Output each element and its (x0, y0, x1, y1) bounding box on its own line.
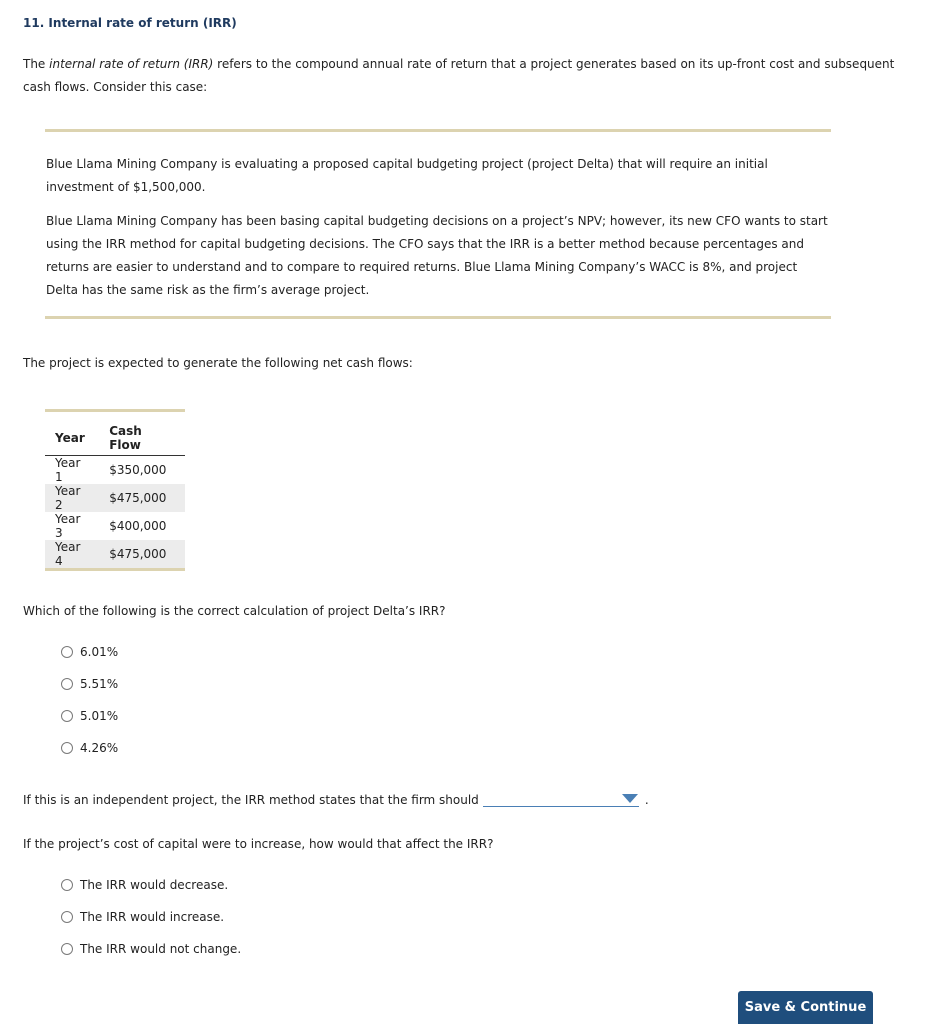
row-year: Year 1 (55, 456, 81, 484)
header-cash-flow: Cash Flow (100, 421, 185, 456)
irr-option[interactable] (61, 700, 118, 732)
radio-button[interactable] (61, 678, 73, 690)
option-label: 4.26% (80, 741, 119, 755)
row-cash-flow: $400,000 (109, 519, 167, 533)
intro-paragraph (23, 53, 903, 99)
irr-question-prompt: Which of the following is the correct calculation of project Delta’s IRR? (23, 604, 446, 618)
table-row (45, 512, 185, 540)
option-label: 6.01% (80, 645, 119, 659)
radio-button[interactable] (61, 879, 73, 891)
cash-flow-table (45, 409, 185, 571)
cost-of-capital-options (61, 869, 241, 965)
header-year: Year (45, 421, 100, 456)
case-box (45, 129, 831, 319)
intro-text-post: refers to the compound annual rate of return that a project generates based on its up-front cost and subsequent cash flows. Consider this case: (23, 57, 895, 94)
intro-term: internal rate of return (IRR) (49, 57, 214, 71)
decision-question (23, 791, 649, 807)
radio-button[interactable] (61, 943, 73, 955)
question-title: 11. Internal rate of return (IRR) (23, 16, 237, 30)
radio-button[interactable] (61, 710, 73, 722)
table-row (45, 456, 185, 485)
radio-button[interactable] (61, 742, 73, 754)
row-year: Year 2 (45, 484, 100, 512)
table-row (45, 484, 185, 512)
save-continue-button[interactable]: Save & Continue (738, 991, 873, 1024)
option-label: The IRR would decrease. (80, 878, 229, 892)
row-year: Year 3 (55, 512, 81, 540)
irr-option[interactable] (61, 636, 118, 668)
chevron-down-icon[interactable] (622, 794, 638, 803)
coc-option[interactable] (61, 869, 241, 901)
decision-dropdown[interactable] (483, 791, 639, 807)
row-cash-flow: $475,000 (100, 540, 185, 568)
radio-button[interactable] (61, 911, 73, 923)
radio-button[interactable] (61, 646, 73, 658)
option-label: The IRR would not change. (80, 942, 242, 956)
table-row (45, 540, 185, 568)
coc-option[interactable] (61, 901, 241, 933)
sentence-period: . (644, 793, 649, 807)
intro-text-pre: The (23, 57, 50, 71)
row-cash-flow: $475,000 (100, 484, 185, 512)
option-label: 5.01% (80, 709, 119, 723)
row-cash-flow: $350,000 (109, 463, 167, 477)
case-paragraph-1: Blue Llama Mining Company is evaluating a proposed capital budgeting project (project Delta) that will require an initial investment of $1,500,000. (46, 157, 768, 194)
irr-options (61, 636, 118, 764)
option-label: The IRR would increase. (80, 910, 225, 924)
cost-of-capital-prompt: If the project’s cost of capital were to increase, how would that affect the IRR? (23, 837, 494, 851)
cash-flows-lead: The project is expected to generate the following net cash flows: (23, 356, 413, 370)
irr-option[interactable] (61, 732, 118, 764)
case-paragraph-2: Blue Llama Mining Company has been basing capital budgeting decisions on a project’s NPV; however, its new CFO wants to start using the IRR method for capital budgeting decisions. The CFO says that the IRR is a better method because percentages and returns are easier to understand and to compare to required returns. Blue Llama Mining Company’s WACC is 8%, and project Delta has the same risk as the firm’s average project. (46, 214, 828, 297)
decision-prompt: If this is an independent project, the IRR method states that the firm should (23, 793, 479, 807)
option-label: 5.51% (80, 677, 119, 691)
row-year: Year 4 (45, 540, 100, 568)
coc-option[interactable] (61, 933, 241, 965)
irr-option[interactable] (61, 668, 118, 700)
